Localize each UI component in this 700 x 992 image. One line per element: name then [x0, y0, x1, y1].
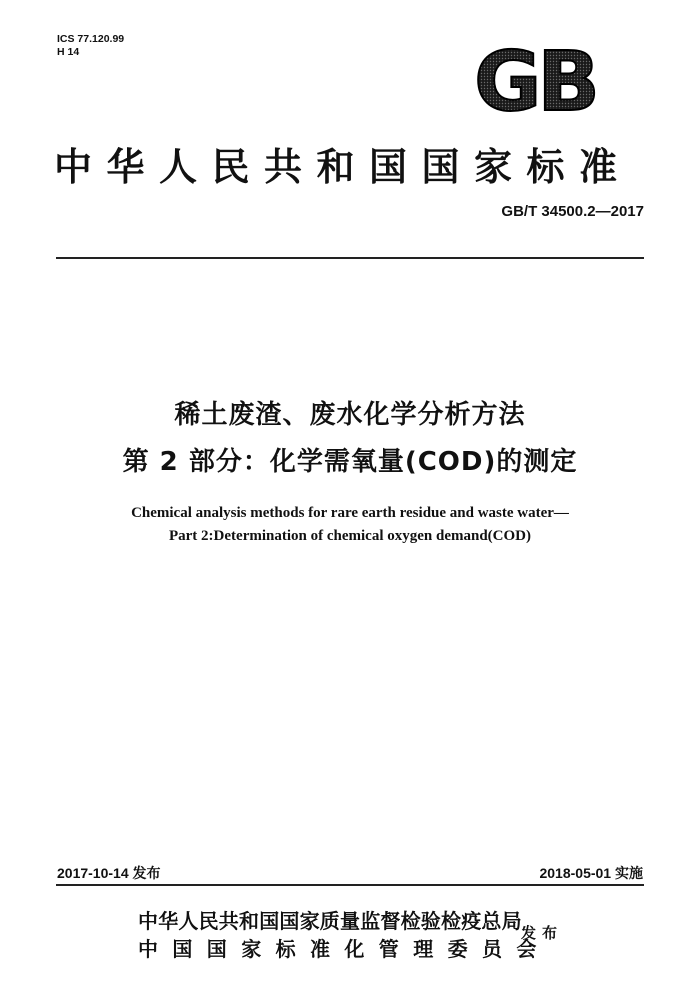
implementation-date: 2018-05-01 实施 — [539, 865, 643, 881]
classification-codes — [57, 33, 124, 59]
standard-title: 中华人民共和国国家标准 — [54, 144, 632, 189]
ccs-code: H 14 — [57, 46, 80, 58]
bottom-divider — [56, 884, 644, 886]
issue-date: 2017-10-14 发布 — [57, 865, 161, 881]
top-divider — [56, 257, 644, 259]
issuer-line2: 中国国家标准化管理委员会 — [138, 937, 551, 961]
issuer-line1: 中华人民共和国国家质量监督检验检疫总局 — [138, 909, 522, 933]
title-chinese-line2: 第 2 部分：化学需氧量(COD)的测定 — [122, 447, 578, 477]
gb-logo — [462, 42, 608, 120]
ics-code: ICS 77.120.99 — [57, 33, 125, 45]
standard-number: GB/T 34500.2—2017 — [501, 203, 644, 220]
title-english-line1: Chemical analysis methods for rare earth residue and waste water— — [131, 505, 569, 521]
title-chinese-line1: 稀土废渣、废水化学分析方法 — [174, 400, 526, 430]
title-english-line2: Part 2:Determination of chemical oxygen demand(COD) — [168, 528, 531, 544]
gb-logo-text: GB — [474, 42, 596, 120]
publish-label: 发布 — [521, 924, 564, 942]
